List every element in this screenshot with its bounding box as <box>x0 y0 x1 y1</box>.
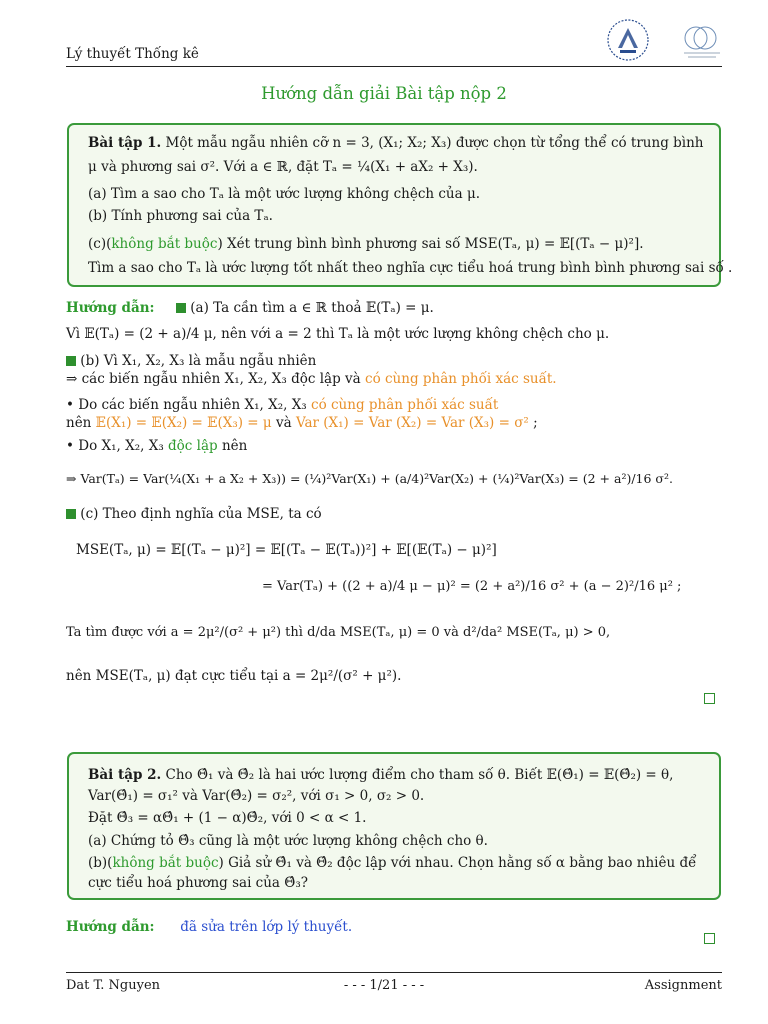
footer-rule <box>66 972 722 973</box>
solution-1-line-b1: (b) Vì X₁, X₂, X₃ là mẫu ngẫu nhiên <box>66 352 316 370</box>
qed-square-icon <box>704 933 715 944</box>
optional-tag: không bắt buộc <box>112 855 219 871</box>
exercise-1-box <box>67 123 733 287</box>
bullet-square-icon <box>66 509 76 519</box>
bullet-square-icon <box>66 356 76 366</box>
solution-2-line <box>66 918 352 936</box>
faculty-logo <box>678 20 726 64</box>
exercise-1-line-1: Bài tập 1. Một mẫu ngẫu nhiên cỡ n = 3, (X₁; X₂; X₃) được chọn từ tổng thể có trung bình <box>88 135 704 151</box>
solution-1-mse-formula-1: MSE(Tₐ, μ) = 𝔼[(Tₐ − μ)²] = 𝔼[(Tₐ − 𝔼(Tₐ))²] + 𝔼[(𝔼(Tₐ) − μ)²] <box>76 542 497 558</box>
footer-label: Assignment <box>644 978 722 993</box>
solution-1-line-b2: ⇒ các biến ngẫu nhiên X₁, X₂, X₃ độc lập và có cùng phân phối xác suất. <box>66 371 557 387</box>
solution-1-line-b4: nên 𝔼(X₁) = 𝔼(X₂) = 𝔼(X₃) = μ và Var (X₁) = Var (X₂) = Var (X₃) = σ² ; <box>66 415 538 431</box>
solution-2-label: Hướng dẫn: <box>66 919 155 935</box>
exercise-2-part-b: (b)(không bắt buộc) Giả sử Θ̂₁ và Θ̂₂ độc lập với nhau. Chọn hằng số α bằng bao nhiêu để <box>88 855 697 871</box>
exercise-2-label: Bài tập 2. <box>88 767 162 783</box>
solution-1-label: Hướng dẫn: <box>66 300 155 316</box>
qed-square-icon <box>704 693 715 704</box>
footer-author: Dat T. Nguyen <box>66 978 161 993</box>
solution-1-line-c1: (c) Theo định nghĩa của MSE, ta có <box>66 505 322 523</box>
course-title: Lý thuyết Thống kê <box>66 46 199 62</box>
exercise-2-line-2: Var(Θ̂₁) = σ₁² và Var(Θ̂₂) = σ₂², với σ₁ > 0, σ₂ > 0. <box>88 788 425 804</box>
exercise-1-part-c: (c)(không bắt buộc) Xét trung bình bình phương sai số MSE(Tₐ, μ) = 𝔼[(Tₐ − μ)²]. <box>88 236 644 252</box>
exercise-2-line-3: Đặt Θ̂₃ = αΘ̂₁ + (1 − α)Θ̂₂, với 0 < α < 1. <box>88 810 367 826</box>
bullet-square-icon <box>176 303 186 313</box>
exercise-1-part-a: (a) Tìm a sao cho Tₐ là một ước lượng không chệch của μ. <box>88 186 481 202</box>
solution-1-var-formula: ⇒ Var(Tₐ) = Var(¼(X₁ + a X₂ + X₃)) = (¼)²Var(X₁) + (a/4)²Var(X₂) + (¼)²Var(X₃) = (2 + a²)/16 σ². <box>66 471 673 486</box>
solution-1-line-b5: • Do X₁, X₂, X₃ độc lập nên <box>66 438 248 454</box>
solution-1-line-b3: • Do các biến ngẫu nhiên X₁, X₂, X₃ có cùng phân phối xác suất <box>66 397 499 413</box>
page-number: - - - 1/21 - - - <box>343 978 425 993</box>
exercise-2-part-a: (a) Chứng tỏ Θ̂₃ cũng là một ước lượng không chệch cho θ. <box>88 833 488 849</box>
optional-tag: không bắt buộc <box>111 236 218 252</box>
university-logo <box>606 18 650 62</box>
solution-2-text: đã sửa trên lớp lý thuyết. <box>180 919 353 935</box>
exercise-1-part-c-2: Tìm a sao cho Tₐ là ước lượng tốt nhất theo nghĩa cực tiểu hoá trung bình bình phương sai số . <box>88 260 733 276</box>
exercise-2-part-b-2: cực tiểu hoá phương sai của Θ̂₃? <box>88 875 308 891</box>
solution-1-optimum: Ta tìm được với a = 2μ²/(σ² + μ²) thì d/da MSE(Tₐ, μ) = 0 và d²/da² MSE(Tₐ, μ) > 0, <box>66 625 611 640</box>
solution-1-conclusion: nên MSE(Tₐ, μ) đạt cực tiểu tại a = 2μ²/(σ² + μ²). <box>66 668 402 684</box>
page-title: Hướng dẫn giải Bài tập nộp 2 <box>261 84 507 103</box>
solution-1-line-a1: Hướng dẫn: (a) Ta cần tìm a ∈ ℝ thoả 𝔼(Tₐ) = μ. <box>66 300 434 316</box>
exercise-2-box <box>67 752 721 900</box>
exercise-2-line-1: Bài tập 2. Cho Θ̂₁ và Θ̂₂ là hai ước lượng điểm cho tham số θ. Biết 𝔼(Θ̂₁) = 𝔼(Θ̂₂) = θ, <box>88 767 674 783</box>
exercise-1-part-b: (b) Tính phương sai của Tₐ. <box>88 208 273 224</box>
exercise-1-label: Bài tập 1. <box>88 135 162 151</box>
header-rule <box>66 66 722 67</box>
exercise-1-line-2: μ và phương sai σ². Với a ∈ ℝ, đặt Tₐ = ¼(X₁ + aX₂ + X₃). <box>88 159 478 175</box>
solution-1-line-a2: Vì 𝔼(Tₐ) = (2 + a)/4 μ, nên với a = 2 thì Tₐ là một ước lượng không chệch cho μ. <box>66 326 610 342</box>
solution-1-mse-formula-2: = Var(Tₐ) + ((2 + a)/4 μ − μ)² = (2 + a²)/16 σ² + (a − 2)²/16 μ² ; <box>262 579 682 594</box>
